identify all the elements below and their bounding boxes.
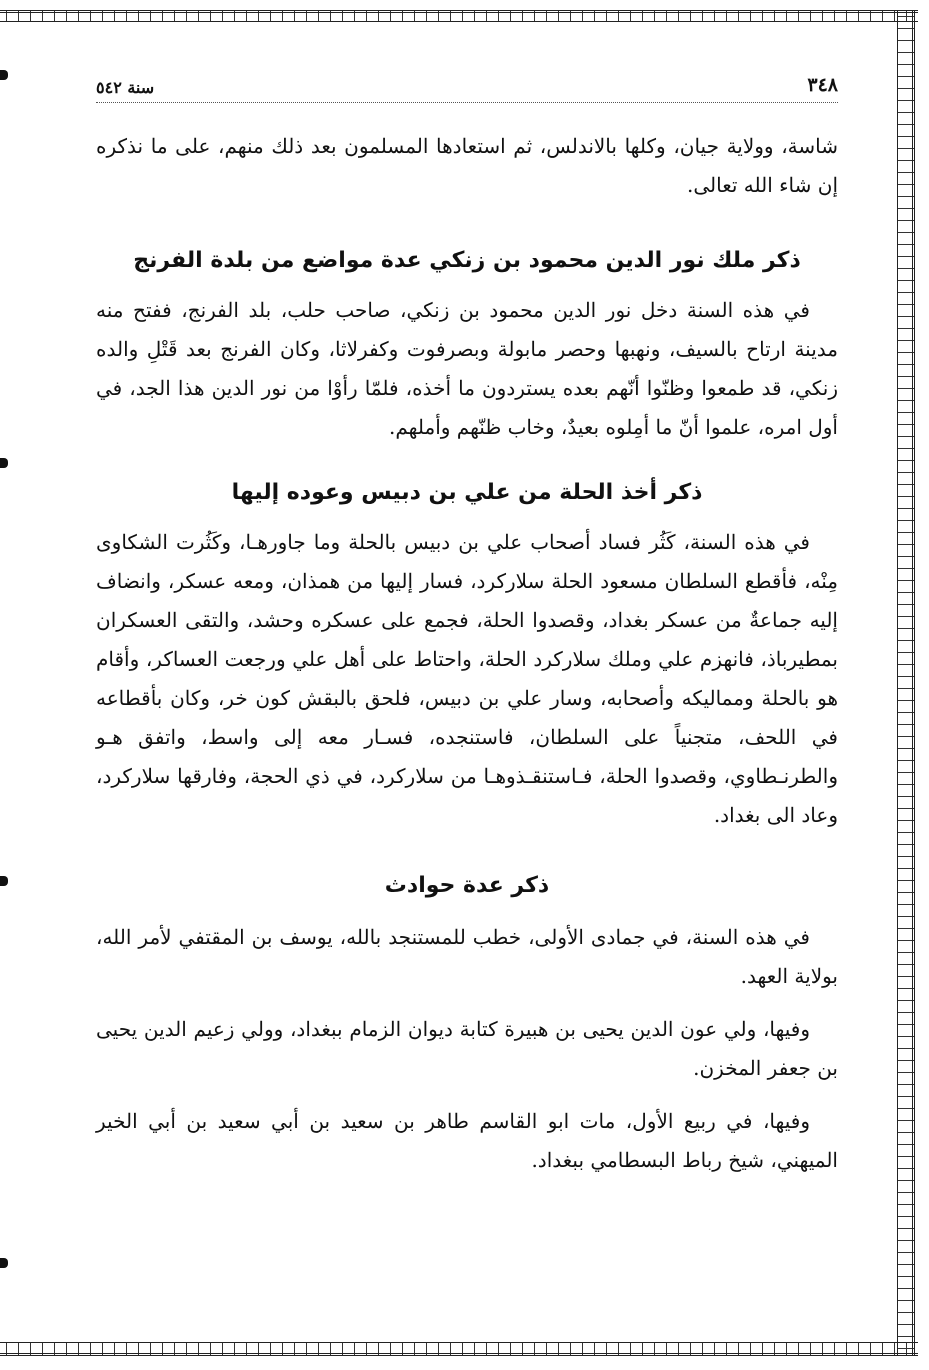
year-label: سنة ٥٤٢ xyxy=(96,78,155,97)
binding-hole-mark xyxy=(0,876,8,886)
running-head xyxy=(96,70,838,103)
section-heading: ذكر عدة حوادث xyxy=(384,873,550,898)
ornamental-border-right xyxy=(897,10,915,1356)
binding-hole-mark xyxy=(0,1258,8,1268)
book-page xyxy=(96,70,838,1180)
intro-paragraph: شاسة، وولاية جيان، وكلها بالاندلس، ثم استعادها المسلمون بعد ذلك منهم، على ما نذكره إن شاء الله تعالى. xyxy=(96,134,838,197)
section-paragraph: وفيها، في ربيع الأول، مات ابو القاسم طاهر بن سعيد بن أبي سعيد بن أبي الخير الميهني، شيخ رباط البسطامي ببغداد. xyxy=(96,1109,838,1172)
binding-hole-mark xyxy=(0,458,8,468)
section-heading: ذكر أخذ الحلة من علي بن دبيس وعوده إليها xyxy=(231,480,703,505)
section-paragraph: وفيها، ولي عون الدين يحيى بن هبيرة كتابة ديوان الزمام ببغداد، وولي زعيم الدين يحيى بن جعفر المخزن. xyxy=(96,1017,838,1080)
section-paragraph: في هذه السنة، كَثُر فساد أصحاب علي بن دبيس بالحلة وما جاورهـا، وكَثُرت الشكاوى مِنْه، فأقطع السلطان مسعود الحلة سلاركرد، فسار إليها من همذان، ومعه عسكر، وانضاف إليه جماعةٌ من عسكر بغداد، وقصدوا الحلة، فجمع على عسكره وحشد، والتقى العسكران بمطيرباذ، فانهزم علي وملك سلاركرد الحلة، واحتاط على أهل علي ورجعت العساكر، وأقام هو بالحلة ومماليكه وأصحابه، وسار علي بن دبيس، فلحق بالبقش كون خر، وكان بأقطاعه في اللحف، متجنياً على السلطان، فاستنجده، فسـار معه إلى واسط، واتفق هـو والطرنـطاوي، وقصدوا الحلة، فـاستنقـذوهـا من سلاركرد، في ذي الحجة، وفارقها سلاركرد، وعاد الى بغداد. xyxy=(96,530,838,827)
section-heading: ذكر ملك نور الدين محمود بن زنكي عدة مواضع من بلدة الفرنج xyxy=(133,248,801,273)
ornamental-border-bottom xyxy=(0,1342,918,1356)
ornamental-border-top xyxy=(0,10,918,22)
section-paragraph: في هذه السنة، في جمادى الأولى، خطب للمستنجد بالله، يوسف بن المقتفي لأمر الله، بولاية العهد. xyxy=(96,925,838,988)
section-paragraph: في هذه السنة دخل نور الدين محمود بن زنكي، صاحب حلب، بلد الفرنج، ففتح منه مدينة ارتاح بالسيف، ونهبها وحصر مابولة وبصرفوت وكفرلاثا، وكان الفرنج بعد قَتْلِ والده زنكي، قد طمعوا وظنّوا أنّهم بعده يستردون ما أخذه، فلمّا رأوْا من نور الدين هذا الجد، في أول امره، علموا أنّ ما أمِلوه بعيدٌ، وخاب ظنّهم وأملهم. xyxy=(96,298,838,439)
page-number: ٣٤٨ xyxy=(807,74,838,96)
binding-hole-mark xyxy=(0,70,8,80)
